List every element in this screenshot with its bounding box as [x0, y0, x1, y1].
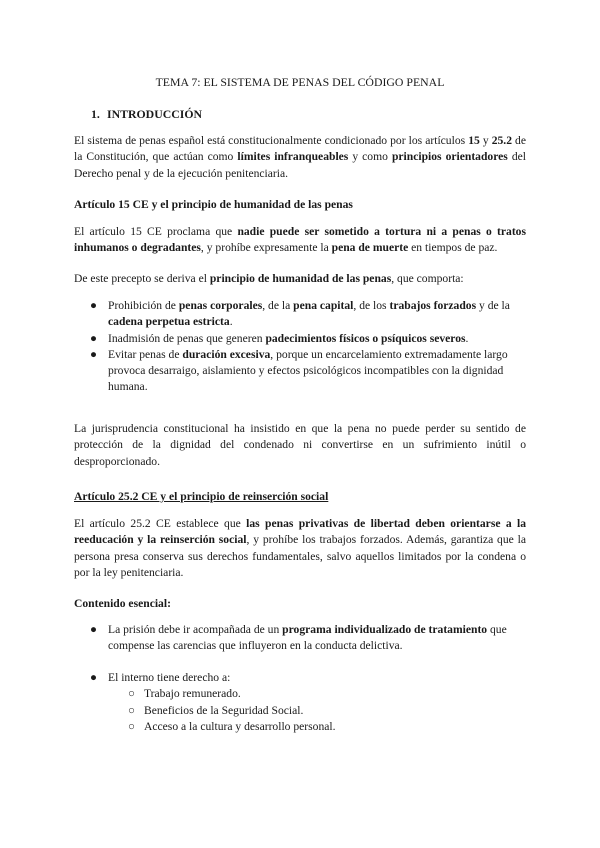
text-run: , que comporta:	[391, 272, 464, 285]
text-run: , porque un encarcelamiento extremadamente largo provoca desarraigo, aislamiento y efectos psicológicos incompatibles con la dignidad humana.	[108, 347, 508, 394]
text-run: del Derecho penal y de la ejecución penitenciaria.	[74, 150, 527, 180]
art15-paragraph-1	[74, 224, 526, 257]
text-run: , de la	[262, 299, 294, 312]
contenido-bullet-list-1	[74, 622, 526, 655]
contenido-bullet-list-2	[74, 670, 526, 735]
text-run: , de los	[353, 299, 390, 312]
bullet-icon: ●	[90, 347, 98, 361]
document-title: TEMA 7: EL SISTEMA DE PENAS DEL CÓDIGO PENAL	[155, 75, 445, 89]
bold-run: 15	[468, 134, 480, 147]
list-item	[74, 331, 526, 347]
text-run: y como	[348, 150, 392, 164]
text-run: Evitar penas de	[108, 347, 183, 361]
bold-run: programa individualizado de tratamiento	[282, 623, 488, 636]
text-run: , y prohíbe los trabajos forzados. Además, garantiza que la persona presa conserva sus derechos fundamentales, salvo aquellos limitados por la condena o por la ley penitenciaria.	[74, 533, 526, 579]
text-run: El artículo 25.2 CE establece que	[74, 517, 247, 530]
text-run: Acceso a la cultura y desarrollo personal.	[144, 719, 336, 733]
bold-run: límites infranqueables	[237, 150, 349, 164]
art15-heading: Artículo 15 CE y el principio de humanidad de las penas	[74, 198, 353, 211]
contenido-heading: Contenido esencial:	[74, 597, 171, 610]
list-item	[74, 298, 526, 331]
bold-run: penas corporales	[178, 299, 263, 312]
bullet-icon: ●	[90, 623, 98, 636]
bold-run: pena capital	[293, 299, 354, 312]
circle-bullet-icon: ○	[128, 719, 136, 733]
bold-run: 25.2	[491, 134, 512, 147]
text-run: Beneficios de la Seguridad Social.	[144, 703, 304, 717]
bold-run: pena de muerte	[331, 241, 409, 255]
bullet-icon: ●	[90, 671, 98, 684]
list-item	[74, 347, 526, 396]
list-item	[74, 622, 526, 655]
bold-run: las penas privativas de libertad deben orientarse a la reeducación y la reinserción social	[74, 517, 526, 547]
sub-list-item	[108, 703, 526, 719]
derechos-sublist	[108, 686, 526, 735]
text-run: Trabajo remunerado.	[144, 687, 241, 701]
text-run: .	[229, 315, 233, 329]
circle-bullet-icon: ○	[128, 687, 136, 701]
sub-list-item	[108, 686, 526, 702]
bold-run: padecimientos físicos o psíquicos severos	[265, 331, 466, 345]
text-run: en tiempos de paz.	[408, 241, 498, 255]
art15-paragraph-2	[74, 271, 526, 287]
bold-run: trabajos forzados	[389, 299, 477, 312]
text-run: El sistema de penas español está constitucionalmente condicionado por los artículos	[74, 134, 469, 147]
text-run: de la Constitución, que actúan como	[74, 134, 526, 164]
art25-paragraph-1	[74, 516, 526, 581]
text-run: La prisión debe ir acompañada de un	[108, 623, 283, 636]
text-run: , y prohíbe expresamente la	[200, 241, 332, 255]
bold-run: nadie puede ser sometido a tortura ni a penas o tratos inhumanos o degradantes	[74, 225, 526, 255]
text-run: De este precepto se deriva el	[74, 272, 210, 285]
text-run: .	[465, 331, 469, 345]
text-run: Inadmisión de penas que generen	[108, 331, 266, 345]
section-label: INTRODUCCIÓN	[107, 107, 203, 121]
bold-run: principio de humanidad de las penas	[209, 272, 392, 285]
art15-paragraph-3: La jurisprudencia constitucional ha insistido en que la pena no puede perder su sentido de protección de la dignidad del condenado ni convertirse en un sufrimiento inútil o desproporcionado.	[74, 422, 526, 468]
text-run: El interno tiene derecho a:	[108, 671, 231, 684]
text-run: El artículo 15 CE proclama que	[74, 225, 238, 238]
bullet-icon: ●	[90, 299, 98, 312]
bold-run: principios orientadores	[391, 150, 508, 164]
art25-heading: Artículo 25.2 CE y el principio de reinserción social	[74, 490, 329, 503]
text-run: y	[479, 134, 492, 147]
list-item	[74, 670, 526, 735]
bold-run: cadena perpetua estricta	[108, 315, 230, 329]
bold-run: duración excesiva	[182, 347, 271, 361]
section-heading-introduccion	[91, 106, 202, 122]
circle-bullet-icon: ○	[128, 703, 136, 717]
art15-bullet-list	[74, 298, 526, 396]
section-number: 1.	[91, 107, 100, 121]
text-run: que compense las carencias que influyeron en la conducta delictiva.	[108, 623, 507, 653]
sub-list-item	[108, 719, 526, 735]
intro-paragraph	[74, 133, 526, 182]
text-run: y de la	[476, 299, 510, 312]
bullet-icon: ●	[90, 331, 98, 345]
text-run: Prohibición de	[108, 299, 179, 312]
